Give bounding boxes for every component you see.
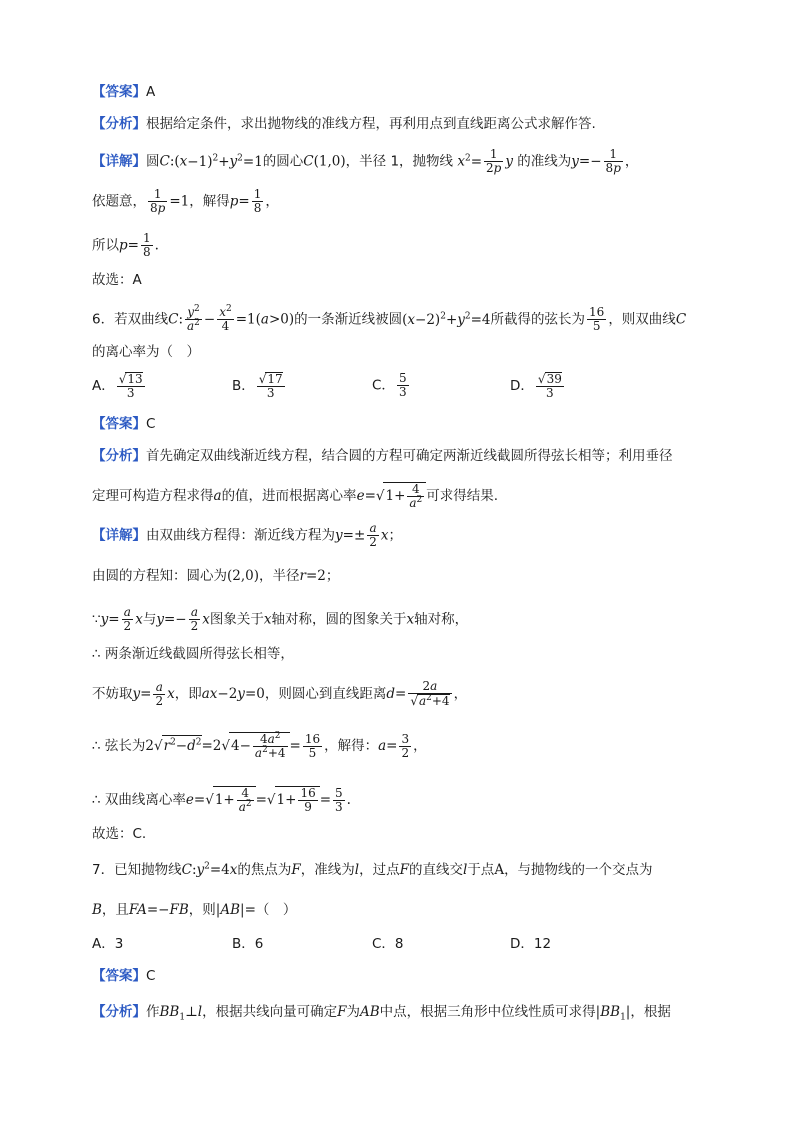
q6-option-c: C． $\frac{5}{3}$ [372, 371, 407, 399]
detail-tag: 【详解】 [92, 527, 146, 544]
q6-stem-2: 的离心率为（ ） [92, 344, 200, 360]
q5-detail-text: 的准线为 [517, 153, 572, 170]
q6-analysis-text: 定理可构造方程求得 [92, 488, 214, 504]
q7-analysis-line: 【分析】作$BB_1\perp l$，根据共线向量可确定F为AB中点，根据三角形中位线性质可求得$|BB_1|$，根据 [92, 1004, 671, 1023]
q6-detail-text: 由双曲线方程得：渐近线方程为 [146, 527, 335, 544]
q6-detail-text: ∴ 弦长为 [92, 738, 146, 754]
q6-detail-text: 由圆的方程知：圆心为 [92, 568, 227, 584]
q5-circle-eq: C [159, 153, 170, 170]
q7-analysis-text: 为 [346, 1004, 360, 1020]
q6-detail-text: 轴对称， [414, 611, 469, 628]
q6-detail-line3: ∵y= $\frac{a}{2}$ x与y=− $\frac{a}{2}$ x图象关于x轴对称，圆的图象关于x轴对称， [92, 605, 469, 633]
q6-stem: 6．若双曲线C: $\frac{y^2}{a^2}$ − $\frac{x^2}{4}$ =1(a>0)的一条渐近线被圆$(x-2)^2+y^2=4$所截得的弦长为 $\frac{16}{5}$ ，则双曲线C [92, 304, 687, 333]
q5-detail-line3: 所以p= $\frac{1}{8}$ . [92, 231, 159, 259]
answer-tag: 【答案】 [92, 416, 146, 432]
q6-stem-text: 6．若双曲线 [92, 311, 169, 328]
q6-detail-line2: 由圆的方程知：圆心为(2,0)，半径r=2； [92, 568, 340, 584]
q7-stem-text: 的直线交 [408, 862, 463, 878]
detail-tag: 【详解】 [92, 153, 146, 170]
q6-analysis-line [92, 446, 702, 466]
q7-analysis-text: 作 [146, 1004, 160, 1020]
q7-option-c: C．8 [372, 936, 404, 952]
q5-detail-text: ，解得 [189, 193, 230, 210]
q5-detail-text: 依题意， [92, 193, 146, 210]
q6-detail-text: 不妨取 [92, 686, 133, 702]
q6-stem-text: ，则双曲线 [608, 311, 676, 328]
q5-choose: 故选：A [92, 272, 142, 288]
q5-detail-text: 的圆心 [262, 153, 304, 170]
q7-stem-text: ，则 [188, 902, 216, 918]
q6-option-d: D． $\frac{√39}{3}$ [510, 372, 562, 400]
q6-choose: 故选：C. [92, 826, 147, 842]
q6-detail-text: ，即 [174, 686, 202, 702]
q5-detail-line2: 依题意， $\frac{1}{8p}$ =1，解得p= $\frac{1}{8}$ ， [92, 187, 279, 215]
q5-detail-text: ，半径 1，抛物线 [345, 153, 454, 170]
q7-stem-text: ，准线为 [300, 862, 355, 878]
q6-stem-text: 的一条渐近线被圆 [294, 311, 403, 328]
q5-analysis: 根据给定条件，求出抛物线的准线方程，再利用点到直线距离公式求解作答. [146, 116, 596, 132]
q6-stem-text: 所截得的弦长为 [490, 311, 586, 328]
q6-detail-line4: ∴ 两条渐近线截圆所得弦长相等， [92, 646, 294, 662]
option-label: B． [232, 378, 255, 394]
q6-detail-line5: 不妨取y= $\frac{a}{2}$ x，即ax−2y=0，则圆心到直线距离d= $\frac{2a}{√a^2+4}$ ， [92, 679, 468, 708]
q6-analysis-line2: 定理可构造方程求得a的值，进而根据离心率e=√1+ $\frac{4}{a^2}$ 可求得结果. [92, 482, 499, 510]
q6-detail-text: 图象关于 [209, 611, 264, 628]
answer-tag: 【答案】 [92, 968, 146, 984]
q7-stem-text: ，且 [101, 902, 129, 918]
q6-detail-text: ，半径 [259, 568, 300, 584]
q7-stem-text: ，过点 [359, 862, 400, 878]
q6-analysis-text: 首先确定双曲线渐近线方程，结合圆的方程可确定两渐近线截圆所得弦长相等；利用垂径 [146, 448, 673, 464]
q6-answer: C [146, 416, 156, 432]
analysis-tag: 【分析】 [92, 116, 146, 132]
answer-tag: 【答案】 [92, 84, 146, 100]
q7-stem-text: （ ） [255, 902, 297, 918]
analysis-tag: 【分析】 [92, 1004, 146, 1020]
q5-analysis-line [92, 114, 702, 134]
q5-answer: A [146, 84, 156, 100]
q6-detail-line7: ∴ 双曲线离心率e=√1+ $\frac{4}{a^2}$ =√1+ $\frac{16}{9}$ = $\frac{5}{3}$ . [92, 785, 351, 814]
option-label: A． [92, 378, 115, 394]
q6-analysis-text: 的值，进而根据离心率 [221, 488, 357, 504]
q6-detail-text: ，则圆心到直线距离 [264, 686, 387, 702]
option-label: C． [372, 377, 395, 394]
q6-detail-line1: 【详解】由双曲线方程得：渐近线方程为y=± $\frac{a}{2}$ x； [92, 521, 403, 549]
q7-analysis-text: ，根据共线向量可确定 [202, 1004, 338, 1020]
q7-option-b: B．6 [232, 936, 264, 952]
q6-detail-text: ，解得： [324, 738, 379, 754]
q6-detail-text: ∴ 双曲线离心率 [92, 792, 186, 808]
q5-detail-line: 【详解】圆$C:(x-1)^2+y^2=1$的圆心C(1,0)，半径 1，抛物线 $x^2=$ $\frac{1}{2p}$ y 的准线为y=− $\frac{1}{8p}$ ， [92, 147, 639, 175]
q6-detail-line6: ∴ 弦长为$2√r^2-d^2=2√4-$ $\frac{4a^2}{a^2+4}$ = $\frac{16}{5}$ ，解得：a= $\frac{3}{2}$ ， [92, 731, 427, 760]
option-label: D． [510, 378, 534, 394]
q6-option-b: B． $\frac{√17}{3}$ [232, 372, 283, 400]
q6-analysis-text: 可求得结果. [426, 488, 499, 504]
q6-answer-line [92, 414, 702, 434]
q6-detail-text: 与 [142, 611, 157, 628]
q5-detail-text: 所以 [92, 237, 119, 254]
q7-option-a: A．3 [92, 936, 124, 952]
q7-analysis-text: ，根据 [630, 1004, 671, 1020]
q6-option-a: A． $\frac{√13}{3}$ [92, 372, 143, 400]
q7-stem-text: ，与抛物线的一个交点为 [504, 862, 653, 878]
q5-detail-text: 圆 [146, 153, 160, 170]
q7-analysis-text: 中点，根据三角形中位线性质可求得 [379, 1004, 596, 1020]
q7-answer: C [146, 968, 156, 984]
q7-answer-line [92, 966, 702, 986]
q7-option-d: D．12 [510, 936, 552, 952]
q7-stem-text: 于点 [467, 862, 495, 878]
q6-detail-text: 轴对称，圆的图象关于 [271, 611, 407, 628]
analysis-tag: 【分析】 [92, 448, 146, 464]
q7-stem-2: B，且FA=−FB，则|AB|=（ ） [92, 902, 297, 918]
q7-stem-text: 7．已知抛物线 [92, 862, 182, 878]
q7-stem: 7．已知抛物线$C:y^2=4x$的焦点为F，准线为l，过点F的直线交l于点A，与抛物线的一个交点为 [92, 861, 653, 878]
q5-answer-line [92, 82, 702, 102]
q7-stem-text: 的焦点为 [237, 862, 292, 878]
